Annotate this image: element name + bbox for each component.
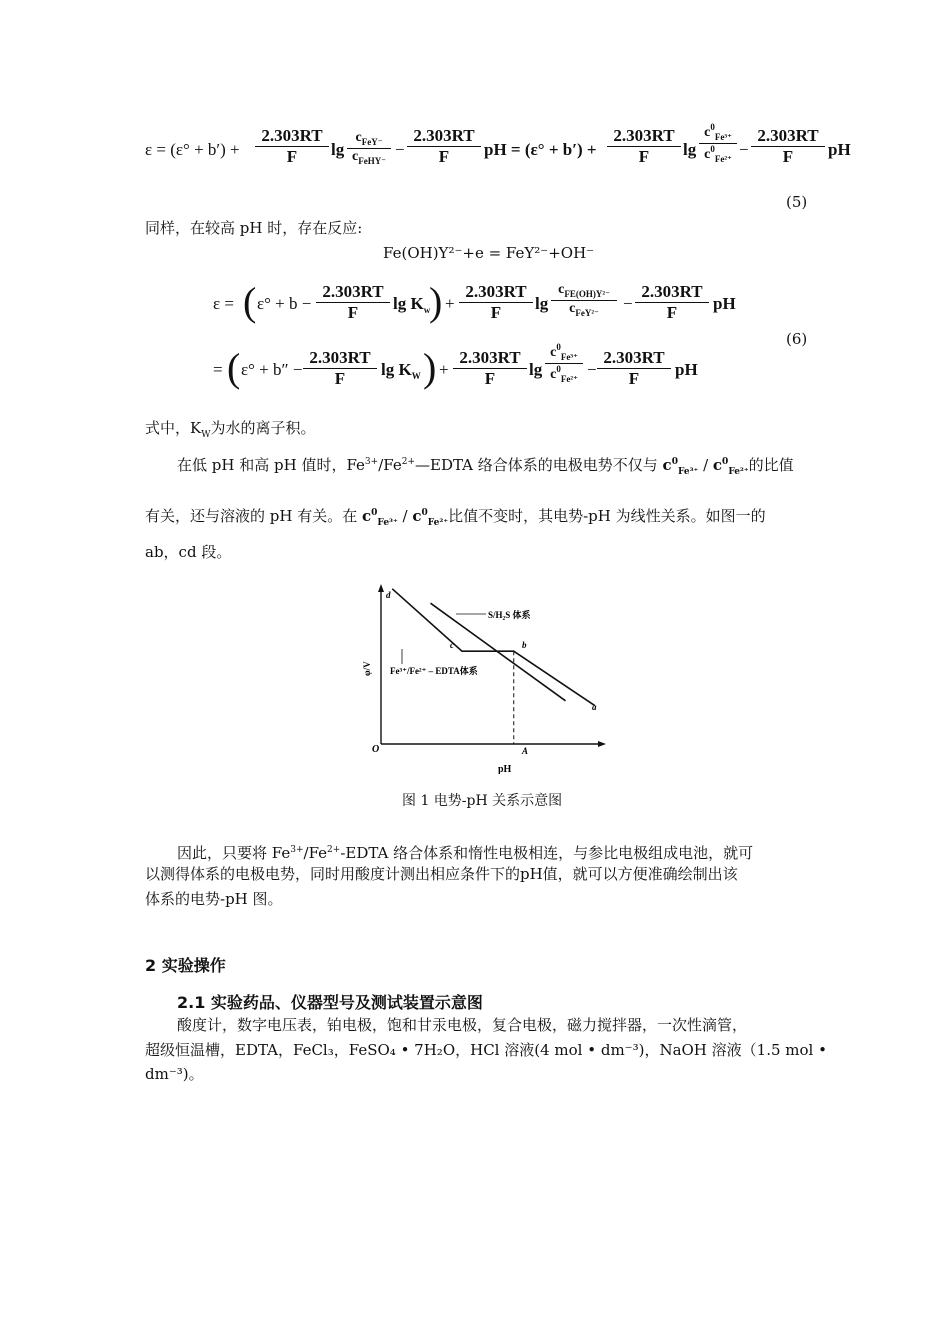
eq5-coef-frac-2: 2.303RT F [407,126,481,167]
figure-1-caption: 图 1 电势-pH 关系示意图 [402,793,563,809]
eq5-coef-frac: 2.303RT F [255,126,329,167]
eq6-coef-1: 2.303RT F [316,282,390,323]
y-axis-label: φ/V [362,661,372,676]
eq5-lhs: ε = (ε° + b′) + [145,140,240,159]
x-axis-label: pH [498,764,512,774]
eq6-coef-6: 2.303RT F [597,348,671,389]
eq6-coef-4: 2.303RT F [303,348,377,389]
para-low-2: 有关，还与溶液的 pH 有关。在 $c^0_{Fe^{3+}} / c^0_{Fe^{2+}}$比值不变时，其电势-pH 为线性关系。如图一的 [145,507,766,528]
para-low-1: 在低 pH 和高 pH 值时，$Fe^{3+}/Fe^{2+}—EDTA$ 络合体系的电极电势不仅与 $c^0_{Fe^{3+}} / c^0_{Fe^{2+}}$的比值 [177,456,794,477]
y-axis-arrow [378,584,384,592]
eq6-coef-3: 2.303RT F [635,282,709,323]
equation-6: ε = ( ε° + b − 2.303RT F $\lg K_w$ ) + 2.303RT F lg $c_{FE(OH)Y^{2-}}$ $c_{FeY^{2-}}$ − 2.303RT F pH = ( ε° + b″ − 2.303RT F $\lg K_W$ ) + 2.303RT F lg $c^0_{Fe^{3+}}$ $c^0_{Fe^{2+}}$ − 2.303RT F pH [213,279,736,390]
annotation-sh2s: S/H₂S 体系 [488,610,531,620]
section-2-1-heading: 2.1 实验药品、仪器型号及测试装置示意图 [177,993,483,1012]
eq6-coef-2: 2.303RT F [459,282,533,323]
para-thus-1: 因此，只要将 $Fe^{3+}/Fe^{2+}$-EDTA 络合体系和惰性电极相连，与参比电极组成电池，就可 [177,844,754,862]
origin-label: O [372,744,380,755]
para-thus-3: 体系的电势-pH 图。 [145,890,283,908]
point-label-b: b [522,640,527,650]
eq5-conc-frac-2: $c^0_{Fe^{3+}}$ $c^0_{Fe^{2+}}$ [699,122,737,165]
para-items-2: 超级恒温槽，EDTA，FeCl₃，FeSO₄ • 7H₂O，HCl 溶液(4 mol • dm⁻³)，NaOH 溶液（1.5 mol • [145,1041,827,1059]
point-label-d: d [386,590,391,600]
point-label-a: a [592,702,597,712]
eq6-conc-1: $c_{FE(OH)Y^{2-}}$ $c_{FeY^{2-}}$ [551,282,617,319]
point-label-A: A [522,746,529,756]
para-items-1: 酸度计，数字电压表，铂电极，饱和甘汞电极，复合电极，磁力搅拌器，一次性滴管， [177,1016,748,1034]
annotation-edta: Fe³⁺/Fe²⁺ – EDTA体系 [390,666,478,676]
para-low-3: ab，cd 段。 [145,543,232,561]
point-label-c: c [450,640,454,650]
para-kw: 式中，$K_W$为水的离子积。 [145,419,316,440]
figure-1-chart [360,582,620,774]
eq5-number: (5) [786,193,808,211]
eq6-coef-5: 2.303RT F [453,348,527,389]
para-same: 同样，在较高 pH 时，存在反应: [145,219,363,237]
eq5-coef-frac-4: 2.303RT F [751,126,825,167]
eq6-conc-2: $c^0_{Fe^{3+}}$ $c^0_{Fe^{2+}}$ [545,342,583,385]
x-axis-arrow [598,741,606,747]
eq5-conc-frac: $c_{FeY^-}$ $c_{FeHY^-}$ [347,130,391,167]
equation-5: ε = (ε° + b′) + 2.303RT F lg $c_{FeY^-}$ $c_{FeHY^-}$ − 2.303RT F pH = (ε° + b′) + 2.303RT F lg $c^0_{Fe^{3+}}$ $c^0_{Fe^{2+}}$ − 2.303RT F pH [145,122,851,166]
para-items-3: dm⁻³)。 [145,1065,204,1083]
reaction: Fe(OH)Y²⁻+e = FeY²⁻+OH⁻ [383,244,595,262]
para-thus-2: 以测得体系的电极电势，同时用酸度计测出相应条件下的pH值，就可以方便准确绘制出该 [145,865,738,883]
series-line-0 [392,589,595,706]
section-2-heading: 2 实验操作 [145,956,226,975]
eq6-number: (6) [786,330,808,348]
eq5-coef-frac-3: 2.303RT F [607,126,681,167]
